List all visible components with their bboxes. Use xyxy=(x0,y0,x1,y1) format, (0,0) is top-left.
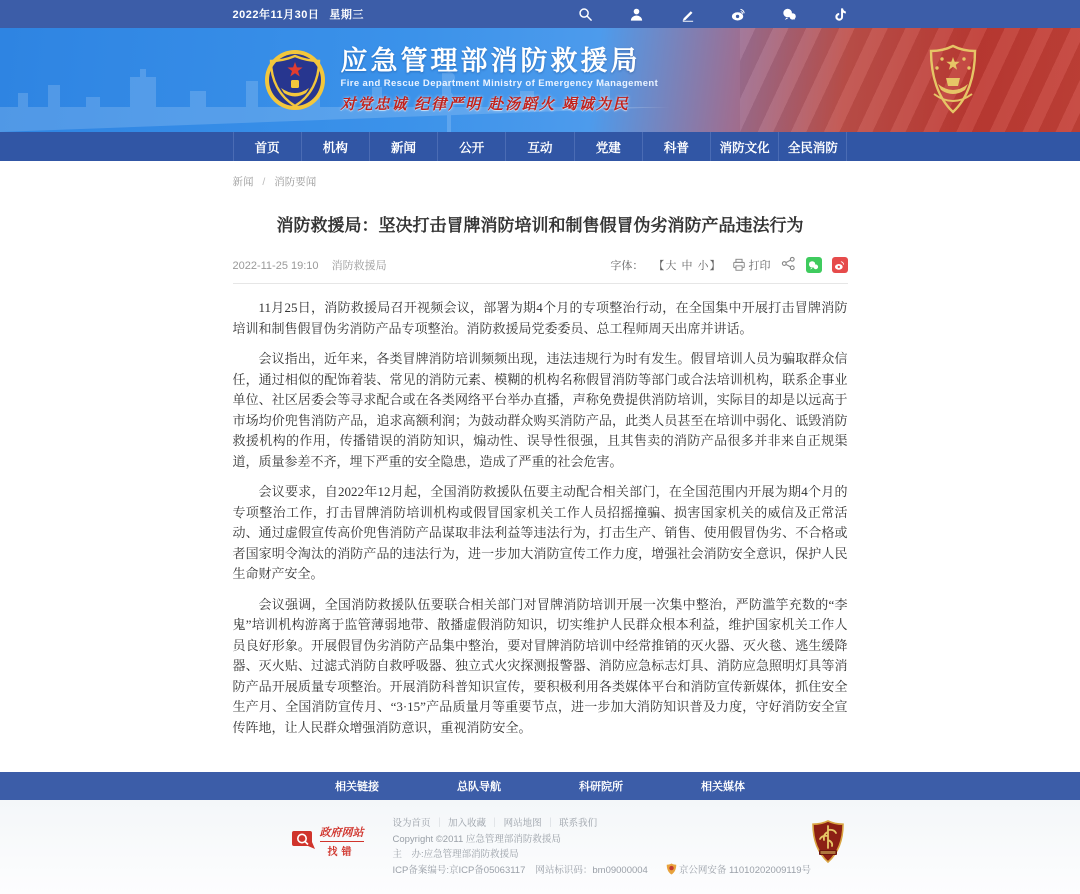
page-title: 消防救援局：坚决打击冒牌消防培训和制售假冒伪劣消防产品违法行为 xyxy=(276,216,804,235)
search-icon[interactable] xyxy=(578,7,593,22)
footer-related-media[interactable]: 相关媒体 xyxy=(701,781,745,793)
breadcrumb-news[interactable]: 新闻 xyxy=(232,176,254,188)
font-large-button[interactable]: 大 xyxy=(665,260,678,272)
footer-info xyxy=(393,816,812,880)
link-separator: ｜ xyxy=(545,818,556,829)
police-registration-link[interactable]: 京公网安备 11010202009119号 xyxy=(678,864,812,876)
gold-shield-emblem-icon xyxy=(926,42,980,123)
footer-link-bar xyxy=(0,772,1080,800)
publish-date: 2022-11-25 19:10 xyxy=(232,260,319,272)
date-display xyxy=(233,6,374,22)
breadcrumb-fire-news[interactable]: 消防要闻 xyxy=(274,176,317,188)
nav-item-national-fire[interactable]: 全民消防 xyxy=(778,132,847,161)
font-size-controls xyxy=(653,257,721,273)
article-meta-left xyxy=(233,257,397,273)
nav-item-org[interactable]: 机构 xyxy=(301,132,369,161)
nav-item-public[interactable]: 公开 xyxy=(437,132,505,161)
sitemap-link[interactable]: 网站地图 xyxy=(503,818,542,829)
footer-corps-nav[interactable]: 总队导航 xyxy=(457,781,501,793)
current-weekday: 星期三 xyxy=(329,9,364,21)
site-banner xyxy=(0,28,1080,132)
user-icon[interactable] xyxy=(629,7,644,22)
site-id: 网站标识码：bm09000004 xyxy=(535,864,648,876)
paragraph-4: 会议强调，全国消防救援队伍要联合相关部门对冒牌消防培训开展一次集中整治，严防滥竽充数的“李鬼”培训机构游离于监管薄弱地带、散播虚假消防知识，切实维护人民群众根本利益，维护国家机关工作人员良好形象。开展假冒伪劣消防产品集中整治，要对冒牌消防培训中经常推销的灭火器、灭火毯、逃生缓降器、灭火贴、过滤式消防自救呼吸器、独立式火灾探测报警器、消防应急标志灯具、消防应急照明灯具等消防产品开展质量专项整治。开展消防科普知识宣传，要积极利用各类媒体平台和消防宣传新媒体，抓住安全生产月、全国消防宣传月、“3·15”产品质量月等重要节点，进一步加大消防知识普及力度，守好消防安全宣传阵地，让人民群众增强消防意识，重视消防安全。 xyxy=(232,596,848,735)
set-homepage-link[interactable]: 设为首页 xyxy=(392,818,431,829)
banner-text xyxy=(341,46,659,114)
print-button[interactable] xyxy=(732,257,771,273)
article-meta-right xyxy=(610,256,847,274)
article-source: 消防救援局 xyxy=(331,260,387,272)
share-weibo-button[interactable] xyxy=(832,257,848,273)
add-favorite-link[interactable]: 加入收藏 xyxy=(448,818,487,829)
weibo-icon[interactable] xyxy=(731,7,746,22)
footer-registration xyxy=(393,863,812,881)
paragraph-1: 11月25日，消防救援局召开视频会议，部署为期4个月的专项整治行动，在全国集中开展打击冒牌消防培训和制售假冒伪劣消防产品专项整治。消防救援局党委委员、总工程师周天出席并讲话。 xyxy=(232,300,848,336)
paragraph-2: 会议指出，近年来，各类冒牌消防培训频频出现，违法违规行为时有发生。假冒培训人员为骗取群众信任，通过相似的配饰着装、常见的消防元素、模糊的机构名称假冒消防等部门或合法培训机构，联系企事业单位、社区居委会等寻求配合或在各类网络平台举办直播，声称免费提供消防培训，实际目的却是以远高于市场均价兜售消防产品，追求高额利润；为鼓动群众购买消防产品，此类人员甚至在培训中弱化、诋毁消防救援机构的作用，传播错误的消防知识，煽动性、误导性很强，且其售卖的消防产品很多并非来自正规渠道，质量参差不齐，埋下严重的安全隐患，造成了严重的社会危害。 xyxy=(232,351,848,469)
footer-related-links[interactable]: 相关链接 xyxy=(335,781,379,793)
nav-item-home[interactable]: 首页 xyxy=(233,132,301,161)
bracket-open: 【 xyxy=(653,260,666,272)
douyin-icon[interactable] xyxy=(833,7,848,22)
font-small-button[interactable]: 小 xyxy=(697,260,710,272)
print-label: 打印 xyxy=(748,260,771,272)
footer xyxy=(0,800,1080,894)
error-logo-line1: 政府网站 xyxy=(319,827,364,839)
error-logo-text xyxy=(320,824,364,858)
nav-item-fire-culture[interactable]: 消防文化 xyxy=(710,132,778,161)
link-separator: ｜ xyxy=(434,818,445,829)
share-wechat-button[interactable] xyxy=(806,257,822,273)
footer-shield-badge-icon[interactable] xyxy=(811,820,845,869)
site-subtitle-en: Fire and Rescue Department Ministry of Emergency Management xyxy=(340,78,659,89)
topbar-icons xyxy=(578,7,848,22)
wechat-icon[interactable] xyxy=(782,7,797,22)
contact-us-link[interactable]: 联系我们 xyxy=(559,818,598,829)
gov-site-error-report-logo[interactable] xyxy=(291,824,367,858)
site-slogan: 对党忠诚 纪律严明 赴汤蹈火 竭诚为民 xyxy=(340,97,630,113)
fire-rescue-emblem-icon xyxy=(263,48,327,112)
current-date: 2022年11月30日 xyxy=(232,9,320,21)
nav-item-science[interactable]: 科普 xyxy=(642,132,710,161)
footer-quick-links xyxy=(393,816,812,832)
footer-research-institutes[interactable]: 科研院所 xyxy=(579,781,623,793)
footer-copyright: Copyright ©2011 应急管理部消防救援局 xyxy=(392,833,561,845)
font-medium-button[interactable]: 中 xyxy=(681,260,694,272)
article-main xyxy=(233,161,848,772)
main-nav xyxy=(0,132,1080,161)
printer-icon xyxy=(732,258,746,272)
error-magnifier-icon xyxy=(291,828,317,854)
icp-number: ICP备案编号:京ICP备05063117 xyxy=(392,864,526,876)
link-separator: ｜ xyxy=(490,818,500,829)
share-icon[interactable] xyxy=(781,256,796,274)
font-size-label: 字体： xyxy=(610,260,644,272)
breadcrumb xyxy=(233,174,848,189)
footer-organizer: 主 办:应急管理部消防救援局 xyxy=(392,849,519,860)
pen-icon[interactable] xyxy=(680,7,695,22)
police-badge-icon xyxy=(666,863,677,881)
article-meta xyxy=(233,256,848,284)
topbar xyxy=(0,0,1080,28)
paragraph-3: 会议要求，自2022年12月起，全国消防救援队伍要主动配合相关部门，在全国范围内开展为期4个月的专项整治工作，打击冒牌消防培训机构或假冒国家机关工作人员招摇撞骗、损害国家机关的威信及正常活动、通过虚假宣传高价兜售消防产品谋取非法利益等违法行为，打击生产、销售、使用假冒伪劣、不合格或者国家明令淘汰的消防产品的违法行为，进一步加大消防宣传工作力度，增强社会消防安全意识，保护人民生命财产安全。 xyxy=(232,484,848,581)
bracket-close: 】 xyxy=(709,260,722,272)
site-title: 应急管理部消防救援局 xyxy=(340,46,641,76)
error-logo-line2: 找错 xyxy=(320,841,364,858)
nav-item-party[interactable]: 党建 xyxy=(574,132,642,161)
nav-item-news[interactable]: 新闻 xyxy=(369,132,437,161)
nav-item-interact[interactable]: 互动 xyxy=(505,132,573,161)
article-body xyxy=(233,298,848,738)
breadcrumb-separator: / xyxy=(262,176,266,188)
wechat-icon xyxy=(808,260,819,271)
weibo-icon xyxy=(834,260,845,271)
